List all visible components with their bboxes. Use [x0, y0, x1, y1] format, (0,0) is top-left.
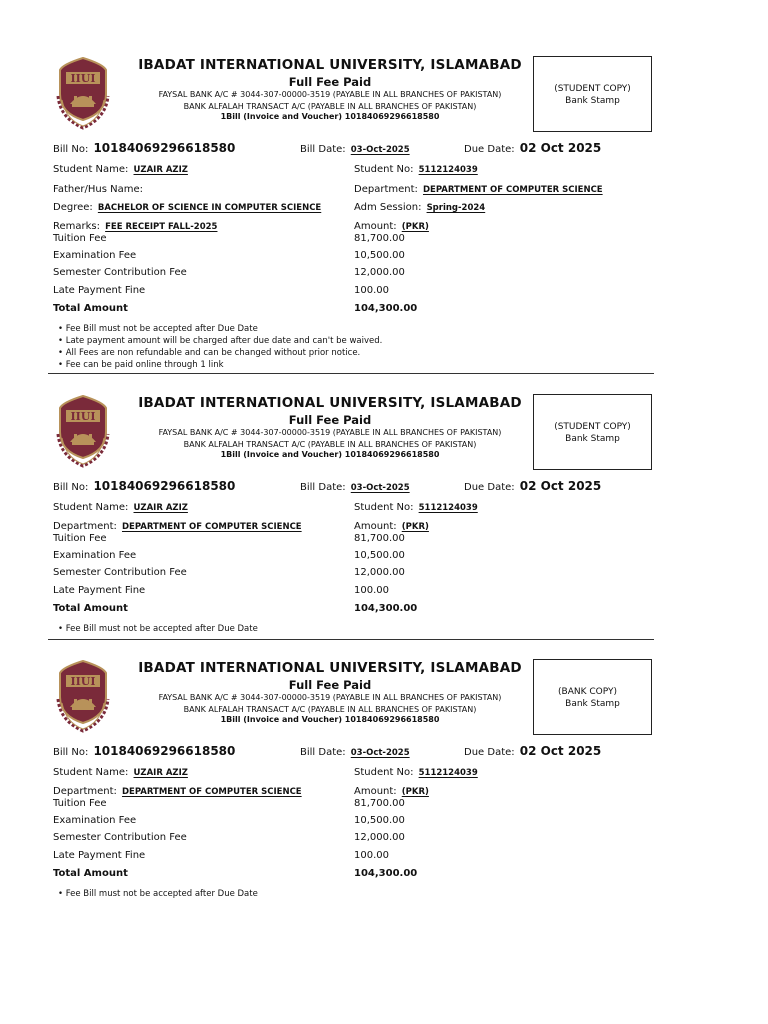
bank-stamp-label: Bank Stamp: [565, 96, 620, 106]
section-divider: [48, 639, 654, 640]
notes-list: [58, 888, 258, 900]
amount-currency: Amount: (PKR): [354, 221, 429, 232]
bank-account-line: BANK ALFALAH TRANSACT A/C (PAYABLE IN ALL BRANCHES OF PAKISTAN): [183, 704, 477, 714]
total-value: 104,300.00: [354, 303, 418, 314]
semester-fee-label: Semester Contribution Fee: [53, 267, 187, 278]
bill-no: Bill No: 10184069296618580: [53, 479, 236, 493]
degree: Degree: BACHELOR OF SCIENCE IN COMPUTER SCIENCE: [53, 202, 322, 213]
section-divider: [48, 373, 654, 374]
semester-fee-value: 12,000.00: [354, 832, 405, 843]
fee-voucher-bank-copy: [0, 653, 768, 903]
fee-status-title: Full Fee Paid: [288, 413, 372, 427]
student-name: Student Name: UZAIR AZIZ: [53, 767, 188, 778]
exam-fee-value: 10,500.00: [354, 250, 405, 261]
note-item: • Fee Bill must not be accepted after Due Date: [58, 624, 258, 634]
total-label: Total Amount: [53, 303, 128, 314]
semester-fee-value: 12,000.00: [354, 267, 405, 278]
copy-type-label: (STUDENT COPY): [554, 84, 631, 94]
svg-text:IIUI: IIUI: [70, 675, 96, 688]
svg-text:IIUI: IIUI: [70, 410, 96, 423]
tuition-fee-label: Tuition Fee: [53, 233, 107, 244]
tuition-fee-label: Tuition Fee: [53, 533, 107, 544]
amount-currency: Amount: (PKR): [354, 786, 429, 797]
exam-fee-value: 10,500.00: [354, 815, 405, 826]
university-logo-icon: [52, 56, 114, 132]
semester-fee-value: 12,000.00: [354, 567, 405, 578]
exam-fee-label: Examination Fee: [53, 550, 137, 561]
note-item: • Fee can be paid online through 1 link: [58, 360, 224, 370]
tuition-fee-label: Tuition Fee: [53, 798, 107, 809]
bill-no: Bill No: 10184069296618580: [53, 744, 236, 758]
fee-voucher-student-copy-2: [0, 388, 768, 640]
bank-account-line: FAYSAL BANK A/C # 3044-307-00000-3519 (PAYABLE IN ALL BRANCHES OF PAKISTAN): [158, 428, 502, 437]
adm-session: Adm Session: Spring-2024: [354, 202, 486, 213]
voucher-line: 1Bill (Invoice and Voucher) 10184069296618580: [220, 112, 440, 121]
student-no: Student No: 5112124039: [354, 164, 478, 175]
department: Department: DEPARTMENT OF COMPUTER SCIENCE: [354, 184, 603, 195]
university-name: IBADAT INTERNATIONAL UNIVERSITY, ISLAMABAD: [138, 395, 522, 411]
remarks: Remarks: FEE RECEIPT FALL-2025: [53, 221, 218, 232]
note-item: • All Fees are non refundable and can be changed without prior notice.: [58, 348, 361, 358]
notes-list: [58, 623, 258, 635]
bill-date: Bill Date: 03-Oct-2025: [300, 144, 410, 155]
bank-account-line: BANK ALFALAH TRANSACT A/C (PAYABLE IN ALL BRANCHES OF PAKISTAN): [183, 439, 477, 449]
university-logo-icon: [52, 659, 114, 735]
due-date: Due Date: 02 Oct 2025: [464, 141, 602, 155]
university-logo-icon: [52, 394, 114, 470]
exam-fee-value: 10,500.00: [354, 550, 405, 561]
bank-stamp-box: [533, 659, 652, 735]
bank-account-line: FAYSAL BANK A/C # 3044-307-00000-3519 (PAYABLE IN ALL BRANCHES OF PAKISTAN): [158, 693, 502, 702]
note-item: • Fee Bill must not be accepted after Due Date: [58, 889, 258, 899]
student-name: Student Name: UZAIR AZIZ: [53, 164, 188, 175]
bank-account-line: BANK ALFALAH TRANSACT A/C (PAYABLE IN ALL BRANCHES OF PAKISTAN): [183, 101, 477, 111]
fee-status-title: Full Fee Paid: [288, 678, 372, 692]
amount-currency: Amount: (PKR): [354, 521, 429, 532]
late-fine-value: 100.00: [354, 585, 389, 596]
late-fine-label: Late Payment Fine: [53, 850, 146, 861]
late-fine-value: 100.00: [354, 285, 389, 296]
fee-voucher-student-copy-1: [0, 50, 768, 375]
tuition-fee-value: 81,700.00: [354, 233, 405, 244]
department: Department: DEPARTMENT OF COMPUTER SCIENCE: [53, 786, 302, 797]
university-name: IBADAT INTERNATIONAL UNIVERSITY, ISLAMABAD: [138, 660, 522, 676]
total-label: Total Amount: [53, 603, 128, 614]
tuition-fee-value: 81,700.00: [354, 533, 405, 544]
voucher-line: 1Bill (Invoice and Voucher) 10184069296618580: [220, 450, 440, 459]
student-no: Student No: 5112124039: [354, 502, 478, 513]
bank-stamp-box: [533, 394, 652, 470]
bank-account-line: FAYSAL BANK A/C # 3044-307-00000-3519 (PAYABLE IN ALL BRANCHES OF PAKISTAN): [158, 90, 502, 99]
department: Department: DEPARTMENT OF COMPUTER SCIENCE: [53, 521, 302, 532]
total-label: Total Amount: [53, 868, 128, 879]
note-item: • Late payment amount will be charged after due date and can't be waived.: [58, 336, 383, 346]
bill-date: Bill Date: 03-Oct-2025: [300, 482, 410, 493]
total-value: 104,300.00: [354, 868, 418, 879]
copy-type-label: (STUDENT COPY): [554, 422, 631, 432]
bill-date: Bill Date: 03-Oct-2025: [300, 747, 410, 758]
voucher-line: 1Bill (Invoice and Voucher) 10184069296618580: [220, 715, 440, 724]
total-value: 104,300.00: [354, 603, 418, 614]
tuition-fee-value: 81,700.00: [354, 798, 405, 809]
voucher-header: [130, 395, 530, 460]
note-item: • Fee Bill must not be accepted after Due Date: [58, 324, 258, 334]
late-fine-label: Late Payment Fine: [53, 585, 146, 596]
university-name: IBADAT INTERNATIONAL UNIVERSITY, ISLAMABAD: [138, 57, 522, 73]
exam-fee-label: Examination Fee: [53, 815, 137, 826]
late-fine-label: Late Payment Fine: [53, 285, 146, 296]
notes-list: [58, 323, 382, 371]
due-date: Due Date: 02 Oct 2025: [464, 479, 602, 493]
copy-type-label: (BANK COPY): [558, 687, 617, 697]
exam-fee-label: Examination Fee: [53, 250, 137, 261]
bank-stamp-label: Bank Stamp: [565, 434, 620, 444]
bank-stamp-label: Bank Stamp: [565, 699, 620, 709]
bill-no: Bill No: 10184069296618580: [53, 141, 236, 155]
student-name: Student Name: UZAIR AZIZ: [53, 502, 188, 513]
voucher-header: [130, 57, 530, 122]
father-name: Father/Hus Name:: [53, 184, 143, 195]
due-date: Due Date: 02 Oct 2025: [464, 744, 602, 758]
voucher-header: [130, 660, 530, 725]
semester-fee-label: Semester Contribution Fee: [53, 567, 187, 578]
fee-status-title: Full Fee Paid: [288, 75, 372, 89]
semester-fee-label: Semester Contribution Fee: [53, 832, 187, 843]
student-no: Student No: 5112124039: [354, 767, 478, 778]
late-fine-value: 100.00: [354, 850, 389, 861]
bank-stamp-box: [533, 56, 652, 132]
svg-text:IIUI: IIUI: [70, 72, 96, 85]
